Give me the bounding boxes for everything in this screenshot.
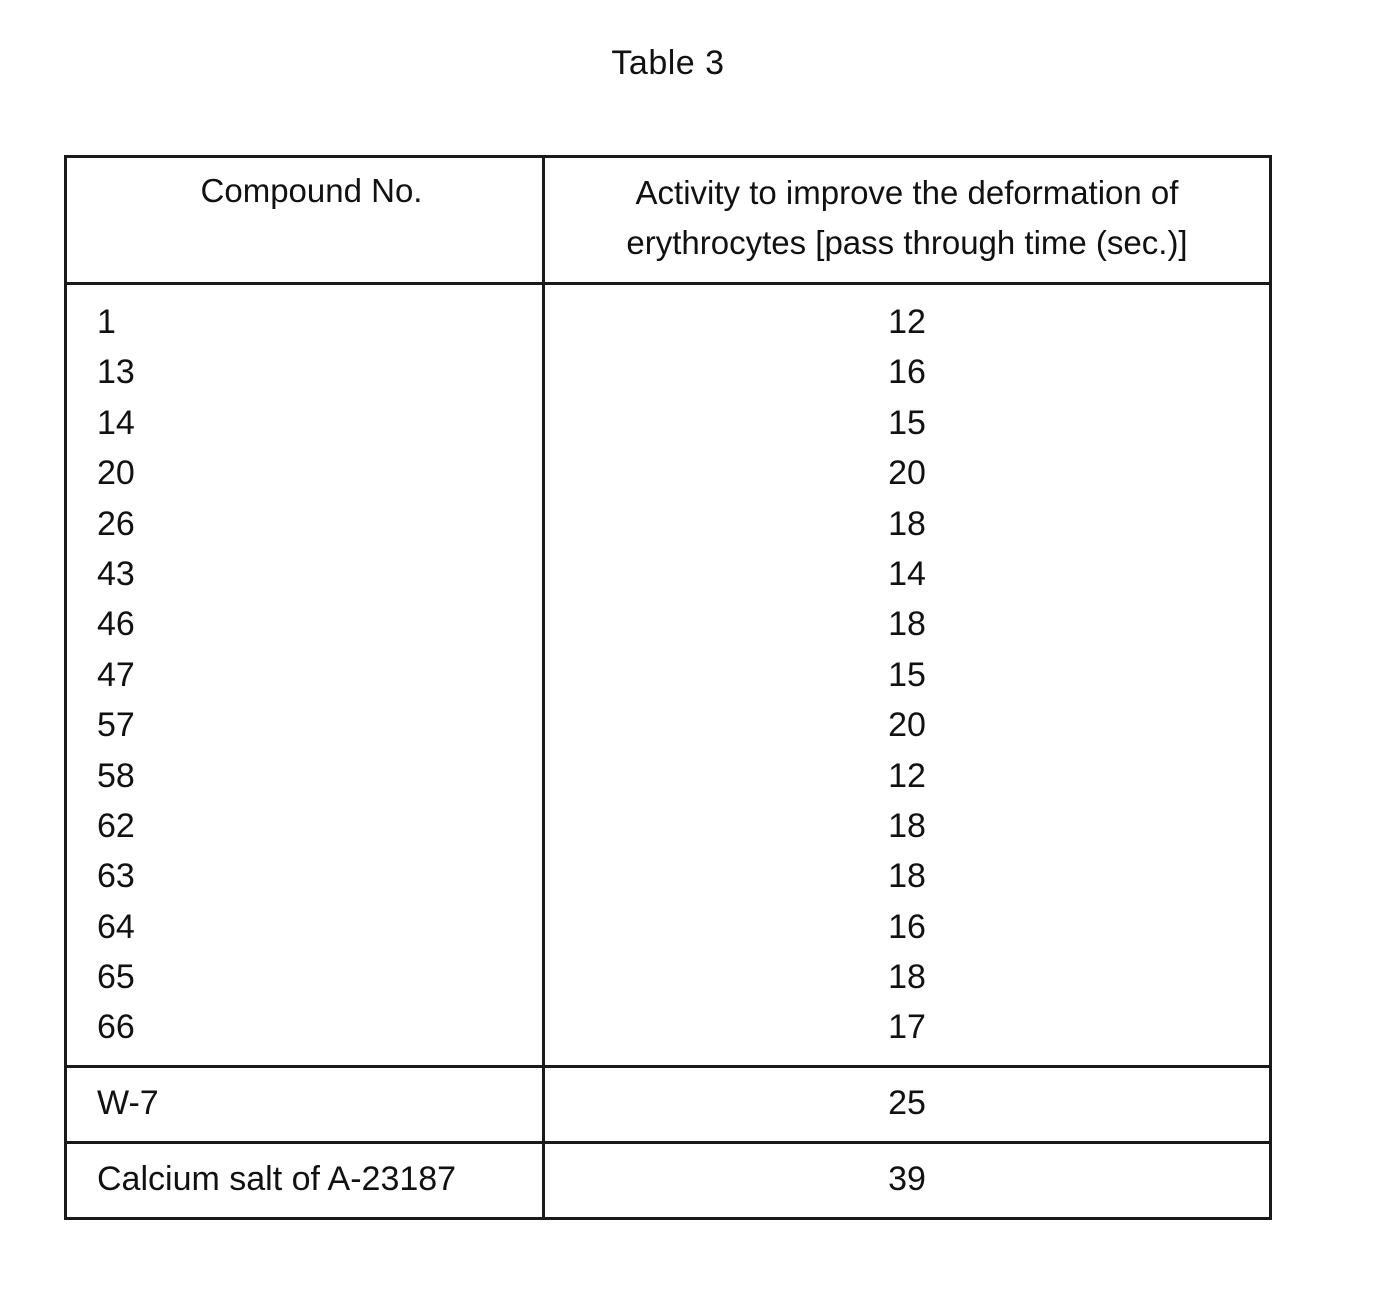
- table-header-row: [67, 158, 1269, 285]
- time-cell: 15: [888, 655, 926, 694]
- time-cell: 12: [888, 303, 926, 341]
- compound-cell: 64: [97, 907, 135, 946]
- reference-time-cell: 39: [888, 1160, 926, 1198]
- compound-cell: 58: [97, 756, 135, 795]
- compound-cell: 65: [97, 958, 135, 997]
- compound-column: [67, 285, 545, 1065]
- time-cell: 17: [888, 1008, 926, 1047]
- compound-cell: 20: [97, 454, 135, 493]
- compound-cell: 13: [97, 353, 135, 392]
- compound-cell: 66: [97, 1008, 135, 1047]
- time-cell: 18: [888, 504, 926, 543]
- compound-cell: 47: [97, 655, 135, 694]
- time-cell: 18: [888, 605, 926, 644]
- reference-compound-cell: Calcium salt of A-23187: [67, 1144, 545, 1217]
- time-cell: 15: [888, 403, 926, 442]
- time-cell: 16: [888, 353, 926, 392]
- compound-cell: 62: [97, 806, 135, 845]
- compound-cell: 26: [97, 504, 135, 543]
- header-activity: [545, 158, 1269, 282]
- time-cell: 20: [888, 706, 926, 745]
- compound-rows-block: [67, 285, 1269, 1068]
- compound-cell: 46: [97, 605, 135, 644]
- pass-through-time-column: [545, 285, 1269, 1065]
- reference-row-a23187: [67, 1144, 1269, 1217]
- results-table: [64, 155, 1272, 1220]
- compound-cell: 57: [97, 706, 135, 745]
- time-cell: 18: [888, 806, 926, 845]
- time-cell: 14: [888, 554, 926, 593]
- reference-time-cell: 25: [888, 1084, 926, 1122]
- compound-cell: 43: [97, 554, 135, 593]
- table-title: Table 3: [611, 44, 725, 82]
- header-compound-no: Compound No.: [67, 158, 545, 282]
- header-activity-line1: Activity to improve the deformation of: [635, 174, 1179, 211]
- reference-compound-cell: W-7: [67, 1068, 545, 1141]
- time-cell: 20: [888, 454, 926, 493]
- header-activity-line2: erythrocytes [pass through time (sec.)]: [626, 224, 1188, 261]
- compound-cell: 63: [97, 857, 135, 896]
- time-cell: 12: [888, 756, 926, 795]
- time-cell: 16: [888, 907, 926, 946]
- time-cell: 18: [888, 958, 926, 997]
- time-cell: 18: [888, 857, 926, 896]
- reference-row-w7: [67, 1068, 1269, 1144]
- compound-cell: 14: [97, 403, 135, 442]
- compound-cell: 1: [97, 303, 116, 341]
